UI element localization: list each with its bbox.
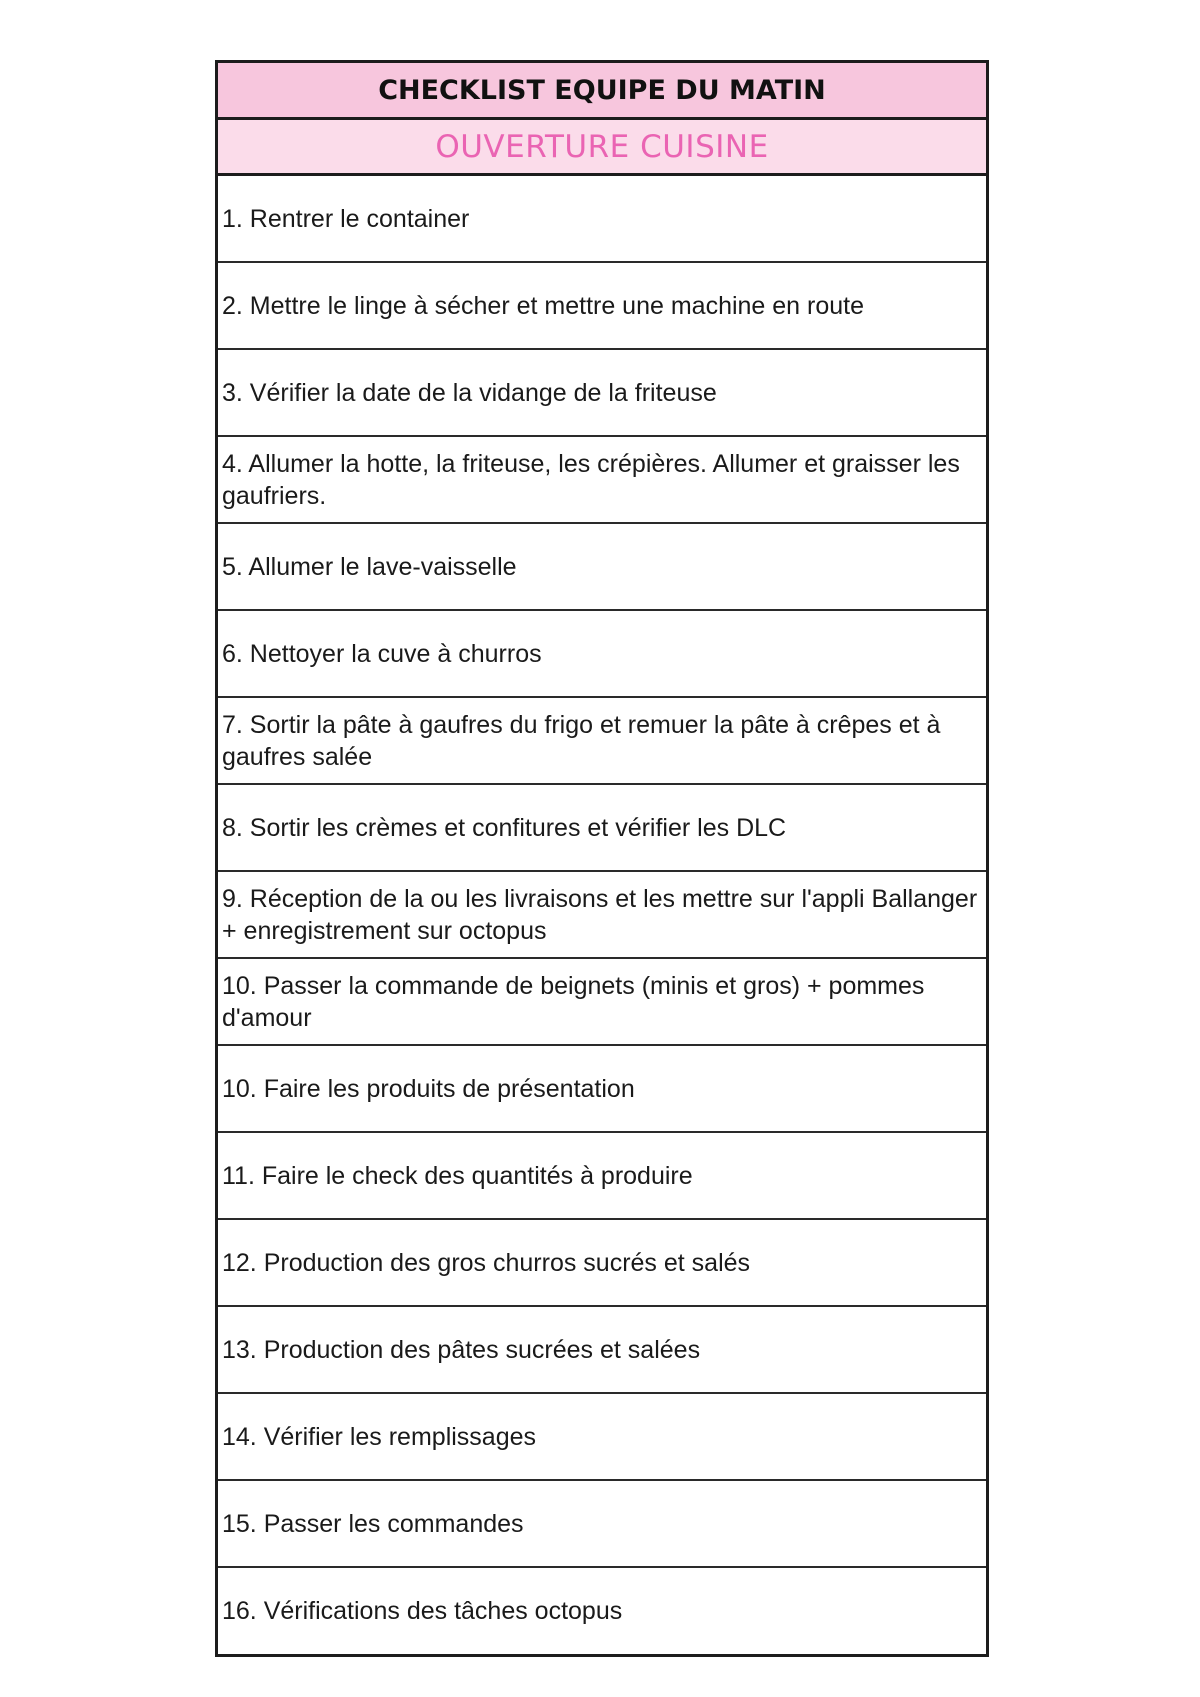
task-row	[218, 1568, 986, 1654]
checklist-title: CHECKLIST EQUIPE DU MATIN	[378, 74, 826, 106]
task-row	[218, 437, 986, 524]
task-text: 3. Vérifier la date de la vidange de la friteuse	[222, 378, 717, 407]
task-row	[218, 263, 986, 350]
task-row	[218, 611, 986, 698]
checklist-table	[215, 60, 992, 1657]
task-row	[218, 350, 986, 437]
task-text: 10. Passer la commande de beignets (minis et gros) + pommes d'amour	[222, 972, 932, 1032]
task-row	[218, 785, 986, 872]
task-text: 8. Sortir les crèmes et confitures et vérifier les DLC	[222, 813, 787, 842]
task-text: 4. Allumer la hotte, la friteuse, les crépières. Allumer et graisser les gaufriers.	[222, 450, 967, 510]
task-text: 14. Vérifier les remplissages	[222, 1422, 537, 1451]
task-row	[218, 959, 986, 1046]
task-row	[218, 1307, 986, 1394]
task-text: 16. Vérifications des tâches octopus	[222, 1597, 623, 1625]
task-row	[218, 1046, 986, 1133]
subtitle-row	[218, 120, 986, 176]
checklist-subtitle: OUVERTURE CUISINE	[435, 128, 769, 165]
task-text: 11. Faire le check des quantités à produire	[222, 1161, 693, 1190]
task-text: 5. Allumer le lave-vaisselle	[222, 552, 517, 581]
task-text: 6. Nettoyer la cuve à churros	[222, 639, 542, 668]
task-row	[218, 524, 986, 611]
task-row	[218, 1133, 986, 1220]
task-row	[218, 1481, 986, 1568]
task-text: 12. Production des gros churros sucrés et salés	[222, 1248, 751, 1277]
task-text: 1. Rentrer le container	[222, 204, 470, 233]
task-text: 2. Mettre le linge à sécher et mettre une machine en route	[222, 291, 865, 320]
task-row	[218, 872, 992, 959]
task-text: 13. Production des pâtes sucrées et salées	[222, 1335, 701, 1364]
task-text: 7. Sortir la pâte à gaufres du frigo et remuer la pâte à crêpes et à gaufres salée	[222, 711, 948, 771]
title-row	[218, 63, 986, 120]
task-text: 15. Passer les commandes	[222, 1509, 524, 1538]
task-row	[218, 176, 986, 263]
task-text: 10. Faire les produits de présentation	[222, 1074, 635, 1103]
task-text: 9. Réception de la ou les livraisons et les mettre sur l'appli Ballanger + enregistrement sur octopus	[222, 885, 992, 945]
task-row	[218, 698, 986, 785]
task-row	[218, 1394, 986, 1481]
task-row	[218, 1220, 986, 1307]
